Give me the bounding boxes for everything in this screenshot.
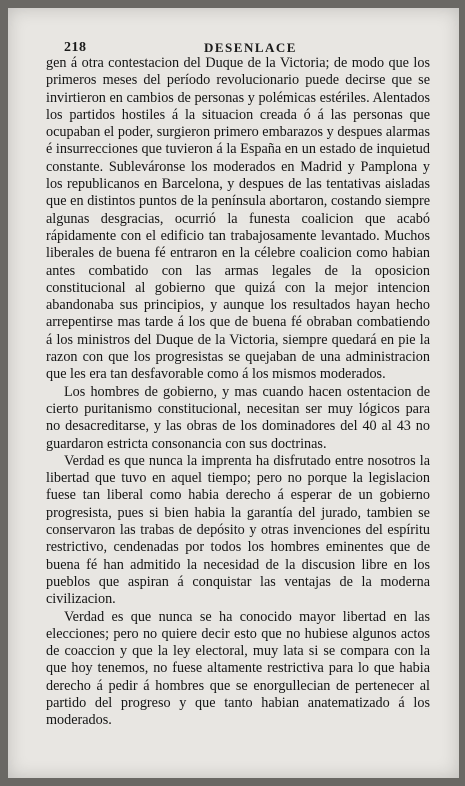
page-number: 218 [64,40,87,55]
body-text [46,55,430,730]
paragraph: Los hombres de gobierno, y mas cuando hacen ostentacion de cierto puritanismo constitucional, necesitan ser muy lógicos para no desacreditarse, y las obras de los dominadores del 40 al 43 no guardaron estricta consonancia con sus doctrinas. [46,383,430,452]
paragraph: Verdad es que nunca la imprenta ha disfrutado entre nosotros la libertad que tuvo en aquel tiempo; pero no porque la legislacion fuese tan liberal como habia derecho á esperar de un gobierno progresista, pues si bien habia la garantía del jurado, tambien se conservaron las trabas de depósito y otras invenciones del espíritu restrictivo, cendenadas por todos los hombres eminentes que de buena fé han admitido la necesidad de la discusion libre en los pueblos que aspiran á conquistar las ventajas de la moderna civilizacion. [46,452,430,608]
running-title: DESENLACE [204,40,297,55]
paragraph: Verdad es que nunca se ha conocido mayor libertad en las elecciones; pero no quiere decir esto que no hubiese algunos actos de coaccion y que la ley electoral, muy lata si se compara con la que hoy tenemos, no fuese altamente restrictiva para lo que habia derecho á pedir á hombres que se enorgullecian de pertenecer al partido del progreso y que tanto habian anatematizado á los moderados. [46,608,430,729]
paragraph: gen á otra contestacion del Duque de la Victoria; de modo que los primeros meses del período revolucionario puede decirse que se invirtieron en cambios de personas y polémicas estériles. Alentados los partidos hostiles á la situacion creada ó á las personas que ocupaban el poder, surgieron primero embarazos y despues alarmas é insurrecciones que tuvieron á la España en un estado de inquietud constante. Subleváronse los moderados en Madrid y Pamplona y los republicanos en Barcelona, y despues de las tentativas aisladas que en distintos puntos de la península abortaron, costando siempre algunas desgracias, ocurrió la funesta coalicion que acabó rápidamente con el edificio tan trabajosamente levantado. Muchos liberales de buena fé entraron en la célebre coalicion como habian antes combatido con las armas legales de la oposicion constitucional al gobierno que quizá con la mejor intencion abandonaba sus principios, y aunque los resultados hayan hecho arrepentirse mas tarde á los que de buena fé obraban combatiendo á los ministros del Duque de la Victoria, siempre quedará en pie la razon con que los progresistas se quejaban de una administracion que les era tan desfavorable como á los mismos moderados. [46,55,430,383]
